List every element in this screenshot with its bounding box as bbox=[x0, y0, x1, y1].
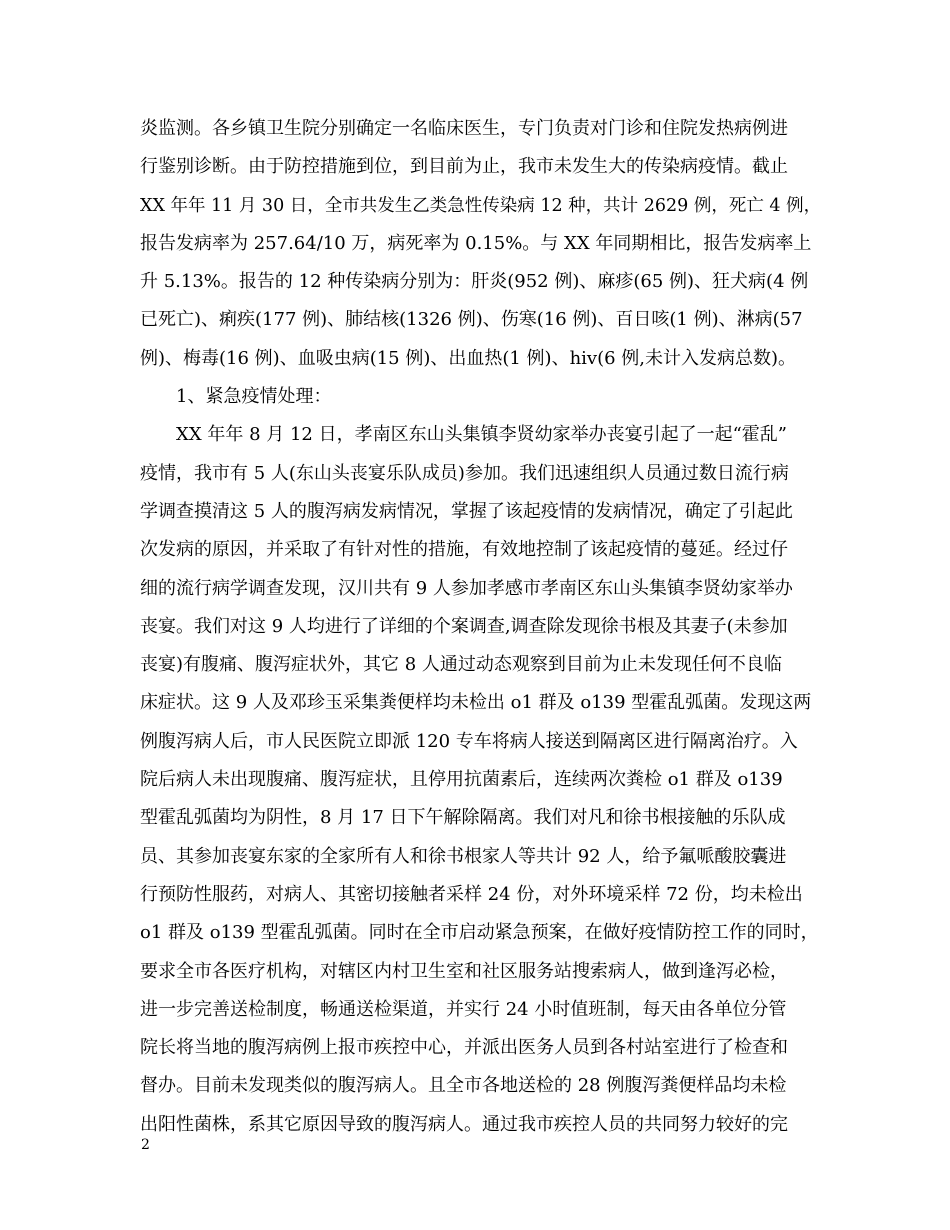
text-line: 院后病人未出现腹痛、腹泻症状，且停用抗菌素后，连续两次粪检 o1 群及 o139 bbox=[140, 769, 783, 791]
text-line: 进一步完善送检制度，畅通送检渠道，并实行 24 小时值班制，每天由各单位分管 bbox=[140, 998, 787, 1020]
text-line: 型霍乱弧菌均为阴性，8 月 17 日下午解除隔离。我们对凡和徐书根接触的乐队成 bbox=[140, 807, 786, 829]
text-line: 报告发病率为 257.64/10 万，病死率为 0.15%。与 XX 年同期相比，报告发病率上 bbox=[140, 232, 812, 254]
text-line: 炎监测。各乡镇卫生院分别确定一名临床医生，专门负责对门诊和住院发热病例进 bbox=[140, 118, 788, 139]
text-line: 丧宴。我们对这 9 人均进行了详细的个案调查,调查除发现徐书根及其妻子(未参加 bbox=[140, 615, 788, 637]
text-line: 督办。目前未发现类似的腹泻病人。且全市各地送检的 28 例腹泻粪便样品均未检 bbox=[140, 1075, 787, 1097]
text-line: 细的流行病学调查发现，汉川共有 9 人参加孝感市孝南区东山头集镇李贤幼家举办 bbox=[140, 577, 793, 599]
text-line: 行鉴别诊断。由于防控措施到位，到目前为止，我市未发生大的传染病疫情。截止 bbox=[140, 156, 788, 178]
text-line: 床症状。这 9 人及邓珍玉采集粪便样均未检出 o1 群及 o139 型霍乱弧菌。发现这两 bbox=[140, 692, 812, 714]
text-line: 丧宴)有腹痛、腹泻症状外，其它 8 人通过动态观察到目前为止未发现任何不良临 bbox=[140, 654, 782, 676]
text-line: 疫情，我市有 5 人(东山头丧宴乐队成员)参加。我们迅速组织人员通过数日流行病 bbox=[140, 462, 789, 484]
text-line: 行预防性服药，对病人、其密切接触者采样 24 份，对外环境采样 72 份，均未检出 bbox=[140, 883, 803, 905]
text-line: 已死亡)、痢疾(177 例)、肺结核(1326 例)、伤寒(16 例)、百日咳(1 例)、淋病(57 bbox=[140, 309, 803, 331]
text-line: o1 群及 o139 型霍乱弧菌。同时在全市启动紧急预案，在做好疫情防控工作的同时， bbox=[140, 922, 819, 944]
text-line: 例腹泻病人后，市人民医院立即派 120 专车将病人接送到隔离区进行隔离治疗。入 bbox=[140, 730, 798, 752]
page-number: 2 bbox=[141, 1137, 150, 1153]
text-line: 升 5.13%。报告的 12 种传染病分别为：肝炎(952 例)、麻疹(65 例)、狂犬病(4 例 bbox=[140, 271, 809, 293]
text-line: 学调查摸清这 5 人的腹泻病发病情况，掌握了该起疫情的发病情况，确定了引起此 bbox=[140, 500, 793, 522]
body-text bbox=[140, 110, 830, 1144]
text-line: 出阳性菌株，系其它原因导致的腹泻病人。通过我市疾控人员的共同努力较好的完 bbox=[140, 1113, 788, 1135]
text-line: 员、其参加丧宴东家的全家所有人和徐书根家人等共计 92 人，给予氟哌酸胶囊进 bbox=[140, 845, 787, 867]
text-line: 1、紧急疫情处理： bbox=[140, 386, 332, 408]
text-line: XX 年年 11 月 30 日，全市共发生乙类急性传染病 12 种，共计 2629 例，死亡 4 例， bbox=[140, 195, 822, 216]
text-line: 要求全市各医疗机构，对辖区内村卫生室和社区服务站搜索病人，做到逢泻必检， bbox=[140, 960, 788, 982]
text-line: 院长将当地的腹泻病例上报市疾控中心，并派出医务人员到各村站室进行了检查和 bbox=[140, 1037, 788, 1059]
text-line: 例)、梅毒(16 例)、血吸虫病(15 例)、出血热(1 例)、hiv(6 例,未计入发病总数)。 bbox=[140, 347, 797, 369]
text-line: XX 年年 8 月 12 日，孝南区东山头集镇李贤幼家举办丧宴引起了一起“霍乱” bbox=[140, 424, 787, 446]
text-line: 次发病的原因，并采取了有针对性的措施，有效地控制了该起疫情的蔓延。经过仔 bbox=[140, 539, 788, 561]
